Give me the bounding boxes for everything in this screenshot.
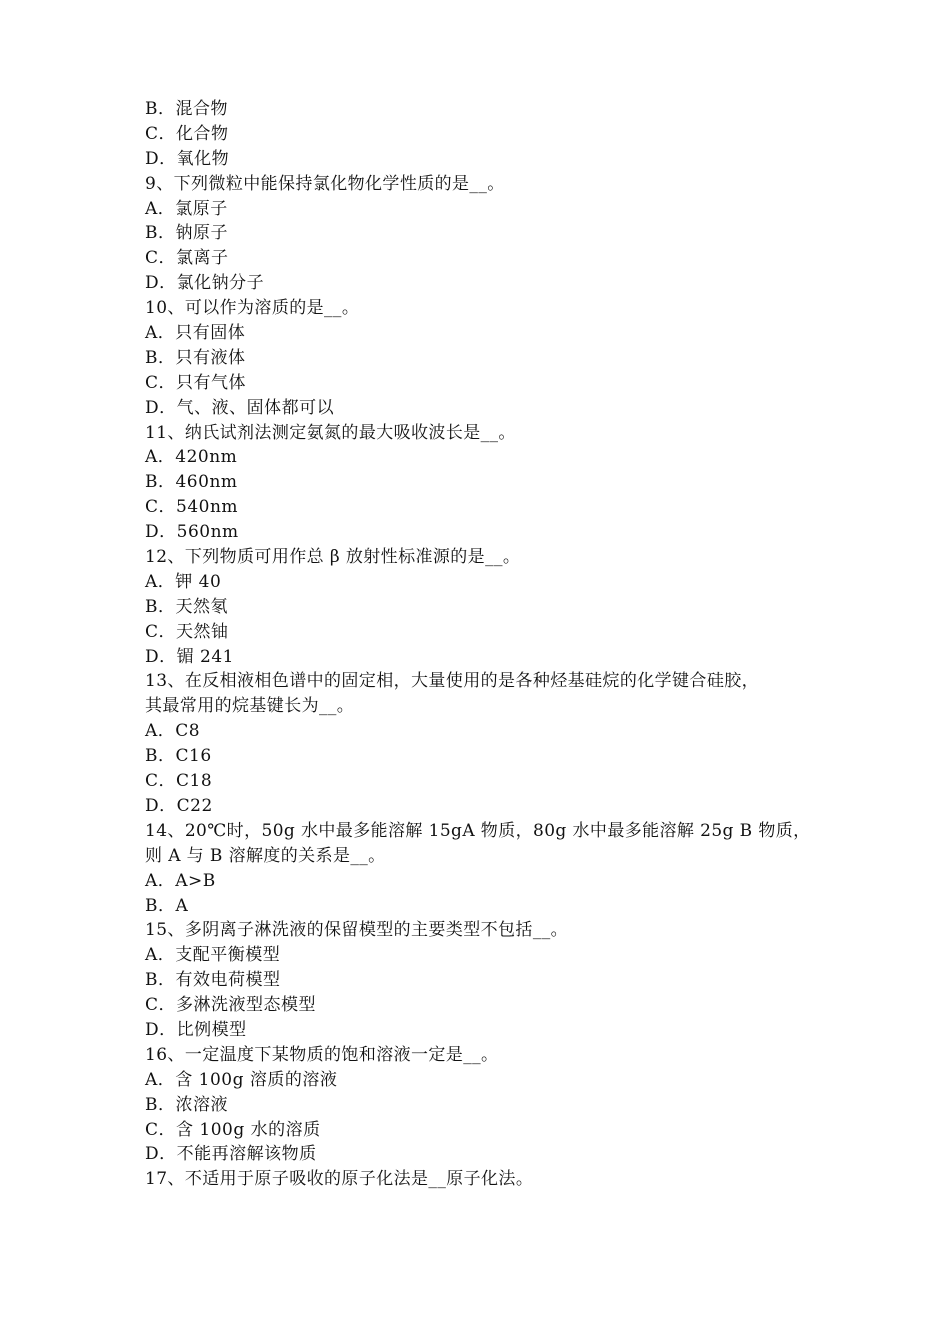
option-line: A．只有固体: [145, 323, 246, 344]
option-line: A．钾 40: [145, 571, 222, 592]
option-line: B．混合物: [145, 99, 228, 119]
option-line: A．420nm: [145, 447, 238, 468]
option-line: C．540nm: [145, 497, 239, 518]
option-line: D．气、液、固体都可以: [145, 397, 335, 418]
option-line: A．C8: [145, 721, 201, 742]
question-line: 13、在反相液相色谱中的固定相，大量使用的是各种烃基硅烷的化学键合硅胶，: [145, 671, 760, 692]
question-line: 则 A 与 B 溶解度的关系是__。: [145, 845, 386, 866]
option-line: D．氯化钠分子: [145, 273, 265, 294]
question-line: 9、下列微粒中能保持氯化物化学性质的是__。: [145, 173, 505, 194]
option-line: B．A: [145, 895, 189, 916]
option-line: C．氯离子: [145, 248, 229, 269]
option-line: C．只有气体: [145, 372, 247, 393]
option-line: D．氧化物: [145, 148, 230, 169]
option-line: D．比例模型: [145, 1019, 247, 1040]
option-line: B．有效电荷模型: [145, 970, 281, 991]
question-line: 14、20℃时，50g 水中最多能溶解 15gA 物质，80g 水中最多能溶解 25g B 物质，: [145, 820, 811, 841]
question-line: 12、下列物质可用作总 β 放射性标准源的是__。: [145, 547, 521, 568]
question-line: 15、多阴离子淋洗液的保留模型的主要类型不包括__。: [145, 920, 569, 941]
option-line: C．多淋洗液型态模型: [145, 995, 317, 1016]
question-line: 其最常用的烷基键长为__。: [145, 696, 355, 717]
option-line: D．镅 241: [145, 646, 234, 667]
option-line: C．含 100g 水的溶质: [145, 1119, 321, 1140]
option-line: A．含 100g 溶质的溶液: [145, 1069, 338, 1090]
question-line: 10、可以作为溶质的是__。: [145, 298, 360, 319]
option-line: B．460nm: [145, 472, 238, 493]
question-line: 17、不适用于原子吸收的原子化法是__原子化法。: [145, 1169, 534, 1190]
option-line: C．化合物: [145, 123, 229, 144]
question-line: 16、一定温度下某物质的饱和溶液一定是__。: [145, 1044, 499, 1065]
option-line: A．A>B: [145, 870, 216, 891]
option-line: C．天然铀: [145, 621, 229, 642]
option-line: B．钠原子: [145, 223, 228, 244]
option-line: A．支配平衡模型: [145, 945, 281, 966]
document-page: [145, 97, 815, 1192]
option-line: B．天然氡: [145, 596, 228, 617]
option-line: B．C16: [145, 746, 212, 767]
option-line: D．C22: [145, 795, 213, 816]
option-line: C．C18: [145, 771, 213, 792]
question-line: 11、纳氏试剂法测定氨氮的最大吸收波长是__。: [145, 422, 516, 443]
option-line: D．560nm: [145, 522, 239, 543]
option-line: D．不能再溶解该物质: [145, 1144, 317, 1165]
option-line: A．氯原子: [145, 198, 228, 219]
option-line: B．浓溶液: [145, 1094, 228, 1115]
option-line: B．只有液体: [145, 347, 246, 368]
